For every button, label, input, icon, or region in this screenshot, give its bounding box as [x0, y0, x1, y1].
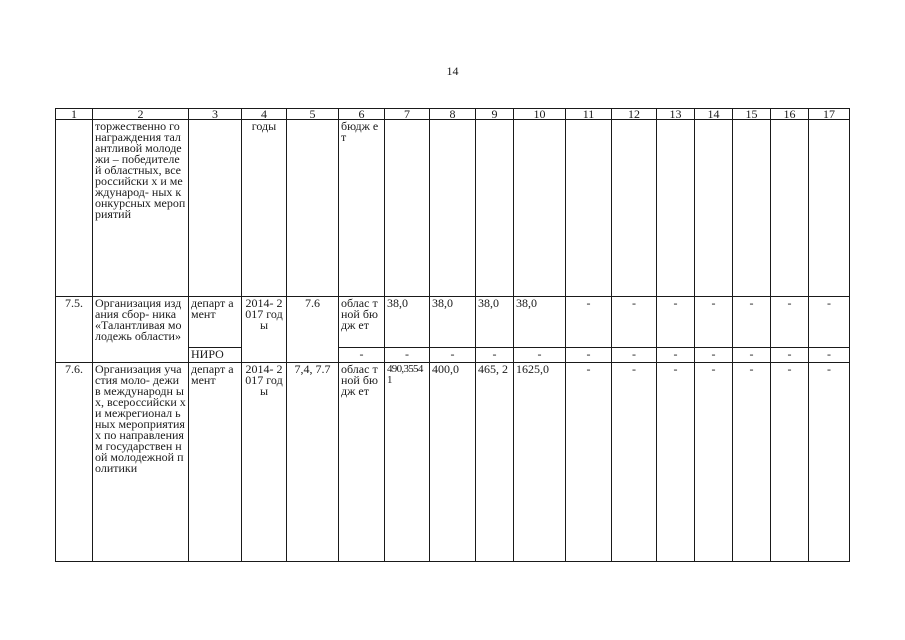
value-cell: -	[612, 297, 657, 348]
header-cell: 4	[242, 109, 287, 120]
funding-source: -	[339, 348, 385, 363]
value-cell: 400,0	[430, 363, 476, 562]
value-cell: -	[809, 348, 850, 363]
executor	[189, 120, 242, 297]
value-cell: -	[385, 348, 430, 363]
funding-source: облас тной бюдж ет	[339, 363, 385, 562]
header-cell: 2	[93, 109, 189, 120]
value-cell: -	[695, 297, 733, 348]
value-cell: -	[809, 363, 850, 562]
activity-name: Организация участия моло- дежи в международн ых, всероссийски х и межрегионал ьных мероприятиях по направлениям государствен ной молодежной политики	[93, 363, 189, 562]
activity-name: Организация издания сбор- ника «Талантливая молодежь области»	[93, 297, 189, 363]
value-cell: -	[566, 363, 612, 562]
header-cell: 5	[287, 109, 339, 120]
value-cell: 1625,0	[514, 363, 566, 562]
value-cell: -	[566, 348, 612, 363]
period: 2014- 2017 годы	[242, 297, 287, 363]
header-cell: 12	[612, 109, 657, 120]
value-cell: 490,3554 1	[385, 363, 430, 562]
header-cell: 9	[476, 109, 514, 120]
table-row	[56, 297, 850, 348]
value-cell	[809, 120, 850, 297]
header-cell: 7	[385, 109, 430, 120]
period: годы	[242, 120, 287, 297]
row-number: 7.5.	[56, 297, 93, 363]
program-table	[55, 108, 850, 562]
header-cell: 15	[733, 109, 771, 120]
value-cell: -	[733, 297, 771, 348]
period: 2014- 2017 годы	[242, 363, 287, 562]
value-cell	[733, 120, 771, 297]
row-number	[56, 120, 93, 297]
value-cell: -	[695, 348, 733, 363]
value-cell: 38,0	[476, 297, 514, 348]
value-cell	[385, 120, 430, 297]
header-cell: 3	[189, 109, 242, 120]
value-cell: 465, 2	[476, 363, 514, 562]
executor: департ амент	[189, 363, 242, 562]
value-cell: -	[657, 348, 695, 363]
value-cell: 38,0	[430, 297, 476, 348]
row-number: 7.6.	[56, 363, 93, 562]
value-cell: -	[809, 297, 850, 348]
indicator	[287, 120, 339, 297]
value-cell: -	[612, 348, 657, 363]
value-cell: 38,0	[514, 297, 566, 348]
value-cell: -	[733, 348, 771, 363]
value-cell	[514, 120, 566, 297]
value-cell	[695, 120, 733, 297]
value-cell: -	[430, 348, 476, 363]
table-row	[56, 120, 850, 297]
value-cell: -	[566, 297, 612, 348]
value-cell: -	[657, 297, 695, 348]
table-row	[56, 363, 850, 562]
indicator: 7.6	[287, 297, 339, 363]
header-cell: 1	[56, 109, 93, 120]
funding-source: облас тной бюдж ет	[339, 297, 385, 348]
value-cell	[566, 120, 612, 297]
value-cell	[771, 120, 809, 297]
header-cell: 13	[657, 109, 695, 120]
header-cell: 10	[514, 109, 566, 120]
value-cell	[476, 120, 514, 297]
value-cell: -	[733, 363, 771, 562]
executor: НИРО	[189, 348, 242, 363]
header-cell: 6	[339, 109, 385, 120]
value-cell: -	[514, 348, 566, 363]
value-cell	[657, 120, 695, 297]
funding-source: бюдж ет	[339, 120, 385, 297]
value-cell: -	[657, 363, 695, 562]
value-cell: -	[695, 363, 733, 562]
value-cell: -	[771, 297, 809, 348]
value-cell: -	[771, 348, 809, 363]
header-cell: 14	[695, 109, 733, 120]
activity-name: торжественно го награждения талантливой молодежи – победителей областных, всероссийски х и международ- ных конкурсных мероприятий	[93, 120, 189, 297]
page-number: 14	[446, 64, 459, 78]
value-cell	[430, 120, 476, 297]
value-cell: -	[476, 348, 514, 363]
executor: департ амент	[189, 297, 242, 348]
header-cell: 8	[430, 109, 476, 120]
value-cell: 38,0	[385, 297, 430, 348]
header-cell: 16	[771, 109, 809, 120]
header-row	[56, 109, 850, 120]
value-cell	[612, 120, 657, 297]
header-cell: 17	[809, 109, 850, 120]
value-cell: -	[771, 363, 809, 562]
value-cell: -	[612, 363, 657, 562]
header-cell: 11	[566, 109, 612, 120]
indicator: 7,4, 7.7	[287, 363, 339, 562]
